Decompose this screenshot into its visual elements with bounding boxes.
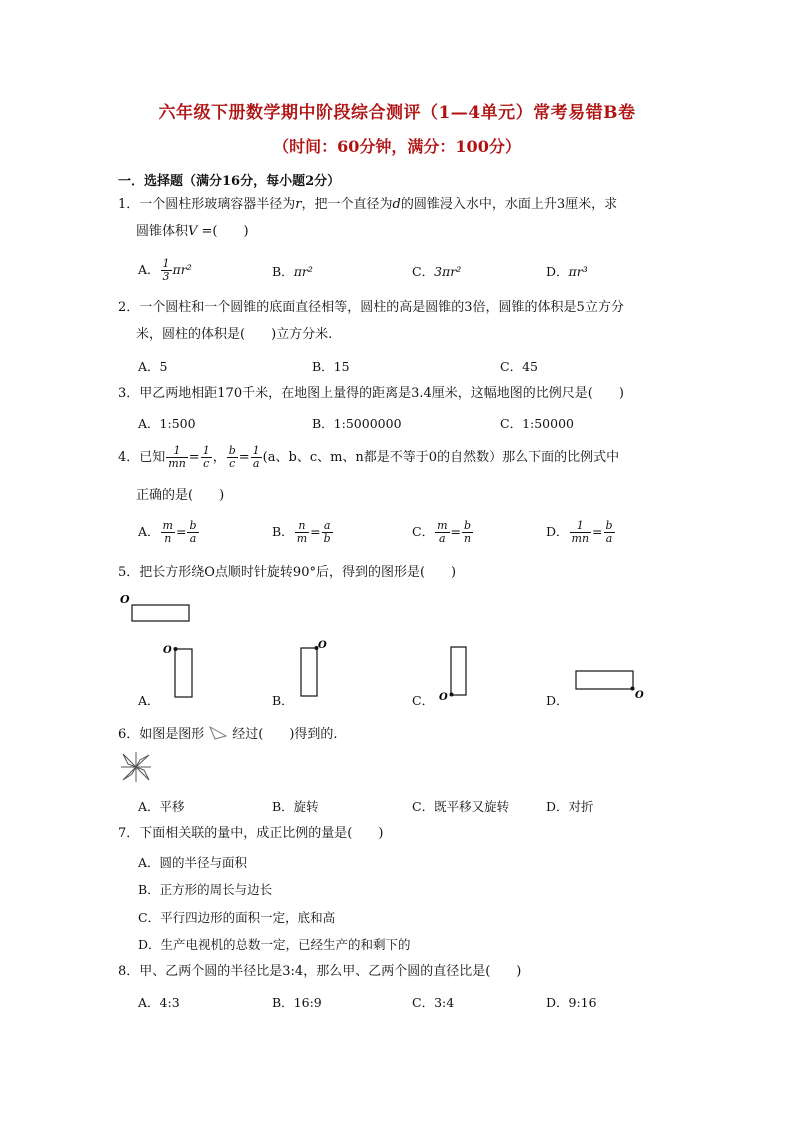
q7-option-d[interactable]: D．生产电视机的总数一定，已经生产的和剩下的 — [138, 937, 411, 952]
question-4-line-2: 正确的是( ) — [136, 488, 225, 503]
question-1-line-2: 圆锥体积V =( ) — [136, 224, 249, 239]
question-5-line-1: 5．把长方形绕O点顺时针旋转90°后，得到的图形是( ) — [118, 565, 457, 580]
q1-option-d[interactable]: D．πr³ — [546, 264, 588, 279]
question-7-line-1: 7．下面相关联的量中，成正比例的量是( ) — [118, 826, 384, 841]
q4-option-c[interactable]: C． $\frac{m}{a}$ = $\frac{b}{n}$ — [412, 519, 472, 545]
q1-option-a-fraction: $\frac{1}{3}$ — [162, 257, 170, 283]
q3-option-c[interactable]: C．1:50000 — [500, 416, 574, 431]
q6-small-shape-icon — [206, 724, 230, 742]
q6-option-c[interactable]: C．既平移又旋转 — [412, 799, 510, 814]
question-3-line-1: 3．甲乙两地相距170千米，在地图上量得的距离是3.4厘米，这幅地图的比例尺是( ) — [118, 386, 624, 401]
q6-option-a[interactable]: A．平移 — [138, 799, 185, 814]
q7-option-b[interactable]: B．正方形的周长与边长 — [138, 882, 273, 897]
q4-fraction-2-rhs: $\frac{1}{a}$ — [252, 444, 260, 470]
q7-option-c[interactable]: C．平行四边形的面积一定，底和高 — [138, 910, 336, 925]
q1-option-c[interactable]: C．3πr² — [412, 264, 462, 279]
q8-option-b[interactable]: B．16:9 — [272, 995, 322, 1010]
q3-option-a[interactable]: A．1:500 — [138, 416, 196, 431]
q5-option-d[interactable]: D． — [546, 693, 569, 708]
q4-option-a[interactable]: A． $\frac{m}{n}$ = $\frac{b}{a}$ — [138, 519, 197, 545]
q6-pinwheel-figure — [118, 750, 154, 784]
q4-fraction-1-rhs: $\frac{1}{c}$ — [202, 444, 210, 470]
q4-fraction-2: $\frac{b}{c}$ — [228, 444, 236, 470]
q5-option-d-figure — [570, 666, 650, 702]
svg-text:O: O — [439, 692, 448, 703]
page-title: 六年级下册数学期中阶段综合测评（1—4单元）常考易错B卷 — [158, 103, 636, 123]
q2-option-b[interactable]: B．15 — [312, 359, 350, 374]
q5-option-a-figure — [160, 640, 200, 702]
q4-fraction-1: $\frac{1}{mn}$ — [168, 444, 186, 470]
q3-option-b[interactable]: B．1:5000000 — [312, 416, 402, 431]
svg-text:O: O — [635, 690, 644, 701]
q2-option-c[interactable]: C．45 — [500, 359, 538, 374]
q5-original-rectangle-figure — [118, 592, 198, 626]
q2-option-a[interactable]: A．5 — [138, 359, 168, 374]
question-1-line-1: 1．一个圆柱形玻璃容器半径为r，把一个直径为d的圆锥浸入水中，水面上升3厘米，求 — [118, 197, 618, 212]
svg-text:O: O — [163, 645, 172, 656]
question-6-line-1: 6．如图是图形 经过( )得到的. — [118, 724, 338, 744]
q1-option-a[interactable]: A． $\frac{1}{3}$ πr² — [138, 257, 192, 283]
q5-point-o-label: O — [120, 593, 130, 606]
q8-option-a[interactable]: A．4:3 — [138, 995, 180, 1010]
section-heading: 一．选择题（满分16分，每小题2分） — [118, 174, 341, 189]
page-subtitle: （时间：60分钟，满分：100分） — [273, 137, 521, 156]
q1-option-b[interactable]: B．πr² — [272, 264, 313, 279]
question-2-line-2: 米，圆柱的体积是( )立方分米. — [136, 327, 333, 342]
q6-option-d[interactable]: D．对折 — [546, 799, 594, 814]
q7-option-a[interactable]: A．圆的半径与面积 — [138, 855, 248, 870]
svg-text:O: O — [318, 640, 327, 651]
q4-option-b[interactable]: B． $\frac{n}{m}$ = $\frac{a}{b}$ — [272, 519, 331, 545]
q4-option-d[interactable]: D． $\frac{1}{mn}$ = $\frac{b}{a}$ — [546, 519, 613, 545]
q8-option-c[interactable]: C．3:4 — [412, 995, 455, 1010]
question-8-line-1: 8．甲、乙两个圆的半径比是3:4，那么甲、乙两个圆的直径比是( ) — [118, 964, 522, 979]
q5-option-b-figure — [296, 636, 336, 702]
question-2-line-1: 2．一个圆柱和一个圆锥的底面直径相等，圆柱的高是圆锥的3倍，圆锥的体积是5立方分 — [118, 300, 624, 315]
question-4-line-1: 4．已知 $\frac{1}{mn}$ = $\frac{1}{c}$ ， $\frac{b}{c}$ = $\frac{1}{a}$ (a、b、c、m、n都是不等于0的自然数）那么下面的比例式中 — [118, 444, 620, 470]
q5-option-c[interactable]: C． — [412, 693, 435, 708]
q8-option-d[interactable]: D．9:16 — [546, 995, 597, 1010]
q5-option-c-figure — [436, 644, 476, 702]
q5-option-a[interactable]: A． — [138, 693, 160, 708]
q5-option-b[interactable]: B． — [272, 693, 294, 708]
q6-option-b[interactable]: B．旋转 — [272, 799, 319, 814]
